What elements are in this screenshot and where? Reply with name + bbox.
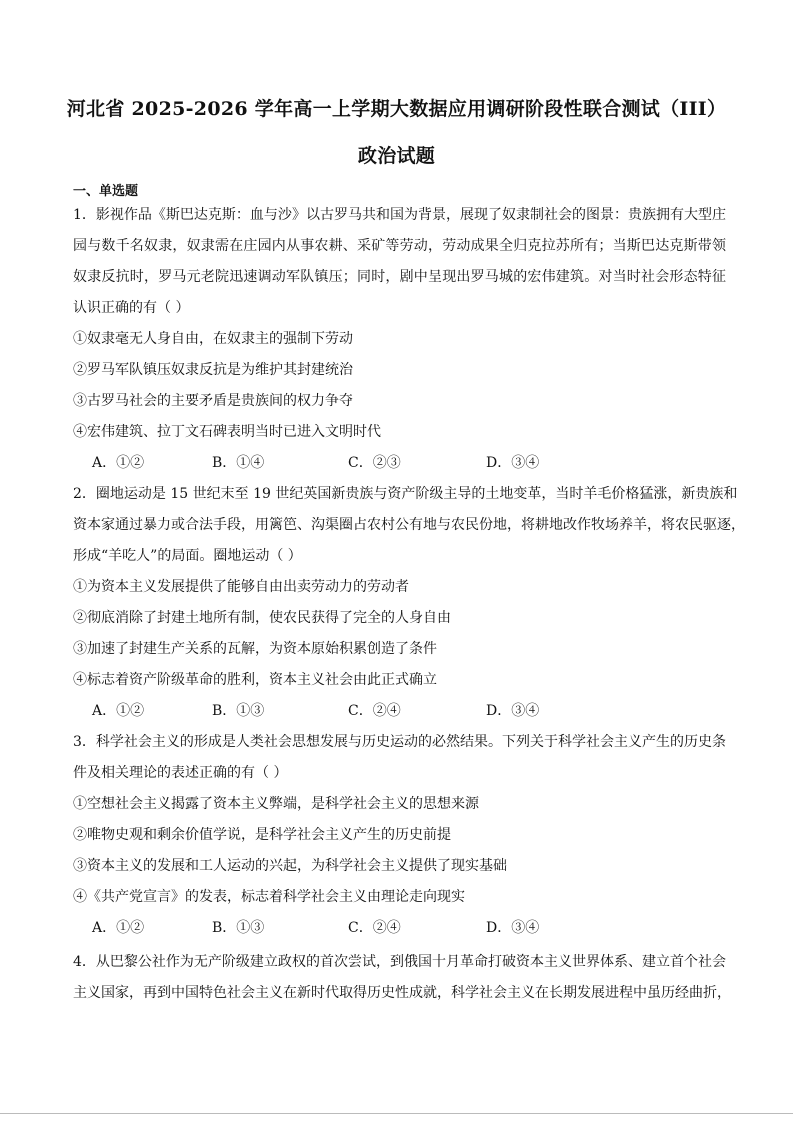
question-3-option-c: C．②④ [348, 920, 401, 936]
question-2-stem-line-1: 2．圈地运动是 15 世纪末至 19 世纪英国新贵族与资产阶级主导的土地变革，当时羊毛价格猛涨，新贵族和 [73, 486, 738, 502]
question-3-item-1: ①空想社会主义揭露了资本主义弊端，是科学社会主义的思想来源 [73, 796, 479, 812]
page-subtitle: 政治试题 [357, 145, 436, 167]
question-1-item-3: ③古罗马社会的主要矛盾是贵族间的权力争夺 [73, 393, 353, 409]
question-2-option-c: C．②④ [348, 703, 401, 719]
question-2-option-a: A．①② [92, 703, 145, 719]
question-2-item-3: ③加速了封建生产关系的瓦解，为资本原始积累创造了条件 [73, 641, 437, 657]
question-2-option-d: D．③④ [486, 703, 540, 719]
page-title: 河北省 2025-2026 学年高一上学期大数据应用调研阶段性联合测试（III） [66, 98, 727, 120]
question-3-option-b: B．①③ [212, 920, 265, 936]
question-1-stem-line-2: 园与数千名奴隶，奴隶需在庄园内从事农耕、采矿等劳动，劳动成果全归克拉苏所有；当斯巴达克斯带领 [73, 238, 726, 254]
question-2-stem-line-2: 资本家通过暴力或合法手段，用篱笆、沟渠圈占农村公有地与农民份地，将耕地改作牧场养羊，将农民驱逐， [73, 517, 745, 533]
question-2-item-1: ①为资本主义发展提供了能够自由出卖劳动力的劳动者 [73, 579, 409, 595]
question-3-stem-line-2: 件及相关理论的表述正确的有（ ） [73, 765, 288, 781]
question-3-item-3: ③资本主义的发展和工人运动的兴起，为科学社会主义提供了现实基础 [73, 858, 507, 874]
question-3-option-d: D．③④ [486, 920, 540, 936]
question-1-option-a: A．①② [92, 455, 145, 471]
question-1-item-4: ④宏伟建筑、拉丁文石碑表明当时已进入文明时代 [73, 424, 381, 440]
question-2-option-b: B．①③ [212, 703, 265, 719]
question-3-item-4: ④《共产党宣言》的发表，标志着科学社会主义由理论走向现实 [73, 889, 465, 905]
question-3-option-a: A．①② [92, 920, 145, 936]
question-1-stem-line-3: 奴隶反抗时，罗马元老院迅速调动军队镇压；同时，剧中呈现出罗马城的宏伟建筑。对当时社会形态特征 [73, 269, 726, 285]
question-1-option-b: B．①④ [212, 455, 265, 471]
question-1-item-2: ②罗马军队镇压奴隶反抗是为维护其封建统治 [73, 362, 353, 378]
question-3-item-2: ②唯物史观和剩余价值学说，是科学社会主义产生的历史前提 [73, 827, 451, 843]
question-1-option-c: C．②③ [348, 455, 401, 471]
question-1-stem-line-4: 认识正确的有（ ） [73, 300, 190, 316]
section-heading: 一、单选题 [73, 184, 139, 199]
page-bottom-divider [0, 1113, 793, 1114]
question-3-stem-line-1: 3．科学社会主义的形成是人类社会思想发展与历史运动的必然结果。下列关于科学社会主义产生的历史条 [73, 734, 726, 750]
question-2-item-4: ④标志着资产阶级革命的胜利，资本主义社会由此正式确立 [73, 672, 437, 688]
question-4-stem-line-2: 主义国家，再到中国特色社会主义在新时代取得历史性成就，科学社会主义在长期发展进程中虽历经曲折， [73, 985, 731, 1001]
question-1-item-1: ①奴隶毫无人身自由，在奴隶主的强制下劳动 [73, 331, 353, 347]
question-4-stem-line-1: 4．从巴黎公社作为无产阶级建立政权的首次尝试，到俄国十月革命打破资本主义世界体系、建立首个社会 [73, 954, 726, 970]
question-2-stem-line-3: 形成“羊吃人”的局面。圈地运动（ ） [73, 548, 302, 564]
question-1-option-d: D．③④ [486, 455, 540, 471]
question-1-stem-line-1: 1．影视作品《斯巴达克斯：血与沙》以古罗马共和国为背景，展现了奴隶制社会的图景：贵族拥有大型庄 [73, 207, 726, 223]
question-2-item-2: ②彻底消除了封建土地所有制，使农民获得了完全的人身自由 [73, 610, 451, 626]
